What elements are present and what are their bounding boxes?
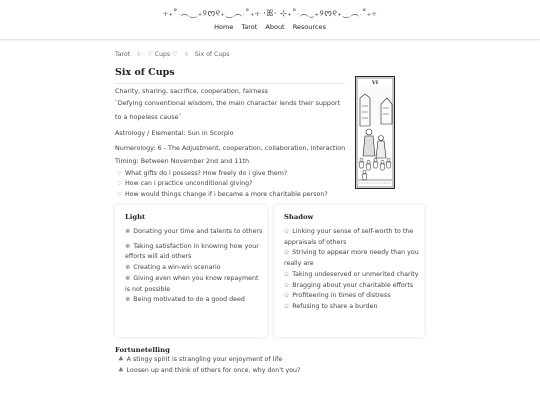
shadow-heading: Shadow [284, 213, 314, 221]
breadcrumb [115, 51, 229, 58]
club-icon: ♣ [118, 356, 124, 363]
flower-icon: ❀ [125, 296, 131, 304]
list-item-text: Profiteering in times of distress [292, 292, 391, 300]
reflection-question [117, 180, 252, 187]
list-item [284, 291, 420, 302]
question-text: What gifts do i possess? How freely do i give them? [124, 170, 288, 177]
quote-close-mark: " [178, 113, 182, 120]
light-heading: Light [125, 213, 146, 221]
nav-tarot[interactable]: Tarot [241, 23, 258, 31]
star-icon: ✩ [284, 270, 290, 278]
light-list [125, 227, 263, 306]
page-title: Six of Cups [115, 67, 175, 78]
heart-icon: ♡ [117, 171, 122, 177]
club-icon: ♣ [118, 367, 124, 374]
list-item-text: Taking satisfaction in knowing how your efforts will aid others [125, 242, 259, 261]
list-item [118, 367, 300, 374]
light-panel [115, 205, 267, 337]
list-item [125, 295, 263, 306]
card-numerology: Numerology: 6 - The Adjustment, cooperation, collaboration, interaction [115, 144, 346, 152]
fortunetelling-heading: Fortunetelling [115, 346, 170, 354]
list-item [125, 274, 263, 295]
list-item-text: Taking undeserved or unmerited charity [292, 270, 419, 278]
card-quote-text: Defying conventional wisdom, the main character lends their support to a hopeless cause [115, 99, 341, 121]
list-item-text: Giving even when you know repayment is not possible [125, 274, 259, 293]
list-item [284, 281, 420, 292]
breadcrumb-tarot[interactable]: Tarot [115, 51, 131, 58]
star-icon: ✩ [284, 302, 290, 310]
shadow-list [284, 227, 420, 313]
nav-about[interactable]: About [265, 23, 285, 31]
list-item [284, 227, 420, 248]
star-icon: ✩ [284, 228, 290, 235]
list-item-text: Refusing to share a burden [292, 302, 378, 310]
question-text: How can i practice unconditional giving? [124, 180, 253, 187]
breadcrumb-separator: ⊹ [136, 51, 142, 58]
card-astrology: Astrology / Elemental: Sun in Scorpio [115, 129, 234, 137]
nav-home[interactable]: Home [214, 23, 234, 31]
card-timing: Timing: Between November 2nd and 11th [115, 157, 249, 165]
reflection-question [117, 170, 287, 177]
star-icon: ✩ [284, 292, 290, 300]
flower-icon: ❀ [125, 242, 131, 250]
list-item-text: Being motivated to do a good deed [133, 296, 245, 304]
list-item-text: Loosen up and think of others for once, why don't you? [126, 367, 301, 374]
list-item-text: Striving to appear more needy than you really are [284, 249, 419, 268]
list-item-text: Creating a win-win scenario [133, 264, 221, 272]
list-item [284, 270, 420, 281]
list-item [284, 248, 420, 269]
breadcrumb-current: Six of Cups [194, 51, 230, 58]
reflection-question [117, 191, 328, 198]
star-icon: ✩ [284, 249, 290, 257]
list-item [118, 356, 282, 363]
shadow-panel [274, 205, 424, 337]
site-logo[interactable]: ⊹₊˚‧︵‿₊୨ᰔ୧₊‿︵‧˚₊⊹ ·ꕤ· ⊹₊˚‧︵‿₊୨ᰔ୧₊‿︵‧˚₊⊹ [163, 9, 377, 19]
list-item-text: A stingy spirit is strangling your enjoyment of life [126, 356, 283, 363]
flower-icon: ❀ [125, 228, 131, 235]
card-illustration-icon [355, 76, 395, 189]
card-keywords: Charity, sharing, sacrifice, cooperation, fairness [115, 87, 269, 95]
list-item [284, 302, 420, 313]
star-icon: ✩ [284, 281, 290, 289]
list-item [125, 227, 263, 238]
breadcrumb-cups[interactable]: ♡ Cups ♡ [147, 51, 178, 58]
card-quote [115, 96, 347, 124]
question-text: How would things change if i became a more charitable person? [124, 191, 328, 198]
site-header [0, 0, 540, 40]
nav-resources[interactable]: Resources [292, 23, 326, 31]
card-image [355, 76, 395, 189]
flower-icon: ❀ [125, 264, 131, 272]
quote-open-mark: " [115, 99, 118, 106]
list-item [125, 263, 263, 274]
heart-icon: ♡ [117, 192, 122, 198]
heart-icon: ♡ [117, 181, 122, 187]
list-item [125, 242, 263, 263]
flower-icon: ❀ [125, 274, 131, 282]
title-divider [115, 83, 345, 84]
main-nav [0, 23, 540, 31]
card-numeral: VI [371, 80, 379, 86]
list-item-text: Donating your time and talents to others [133, 228, 263, 235]
list-item-text: Bragging about your charitable efforts [292, 281, 414, 289]
breadcrumb-separator: ⊹ [183, 51, 189, 58]
list-item-text: Linking your sense of self-worth to the appraisals of others [284, 228, 414, 246]
